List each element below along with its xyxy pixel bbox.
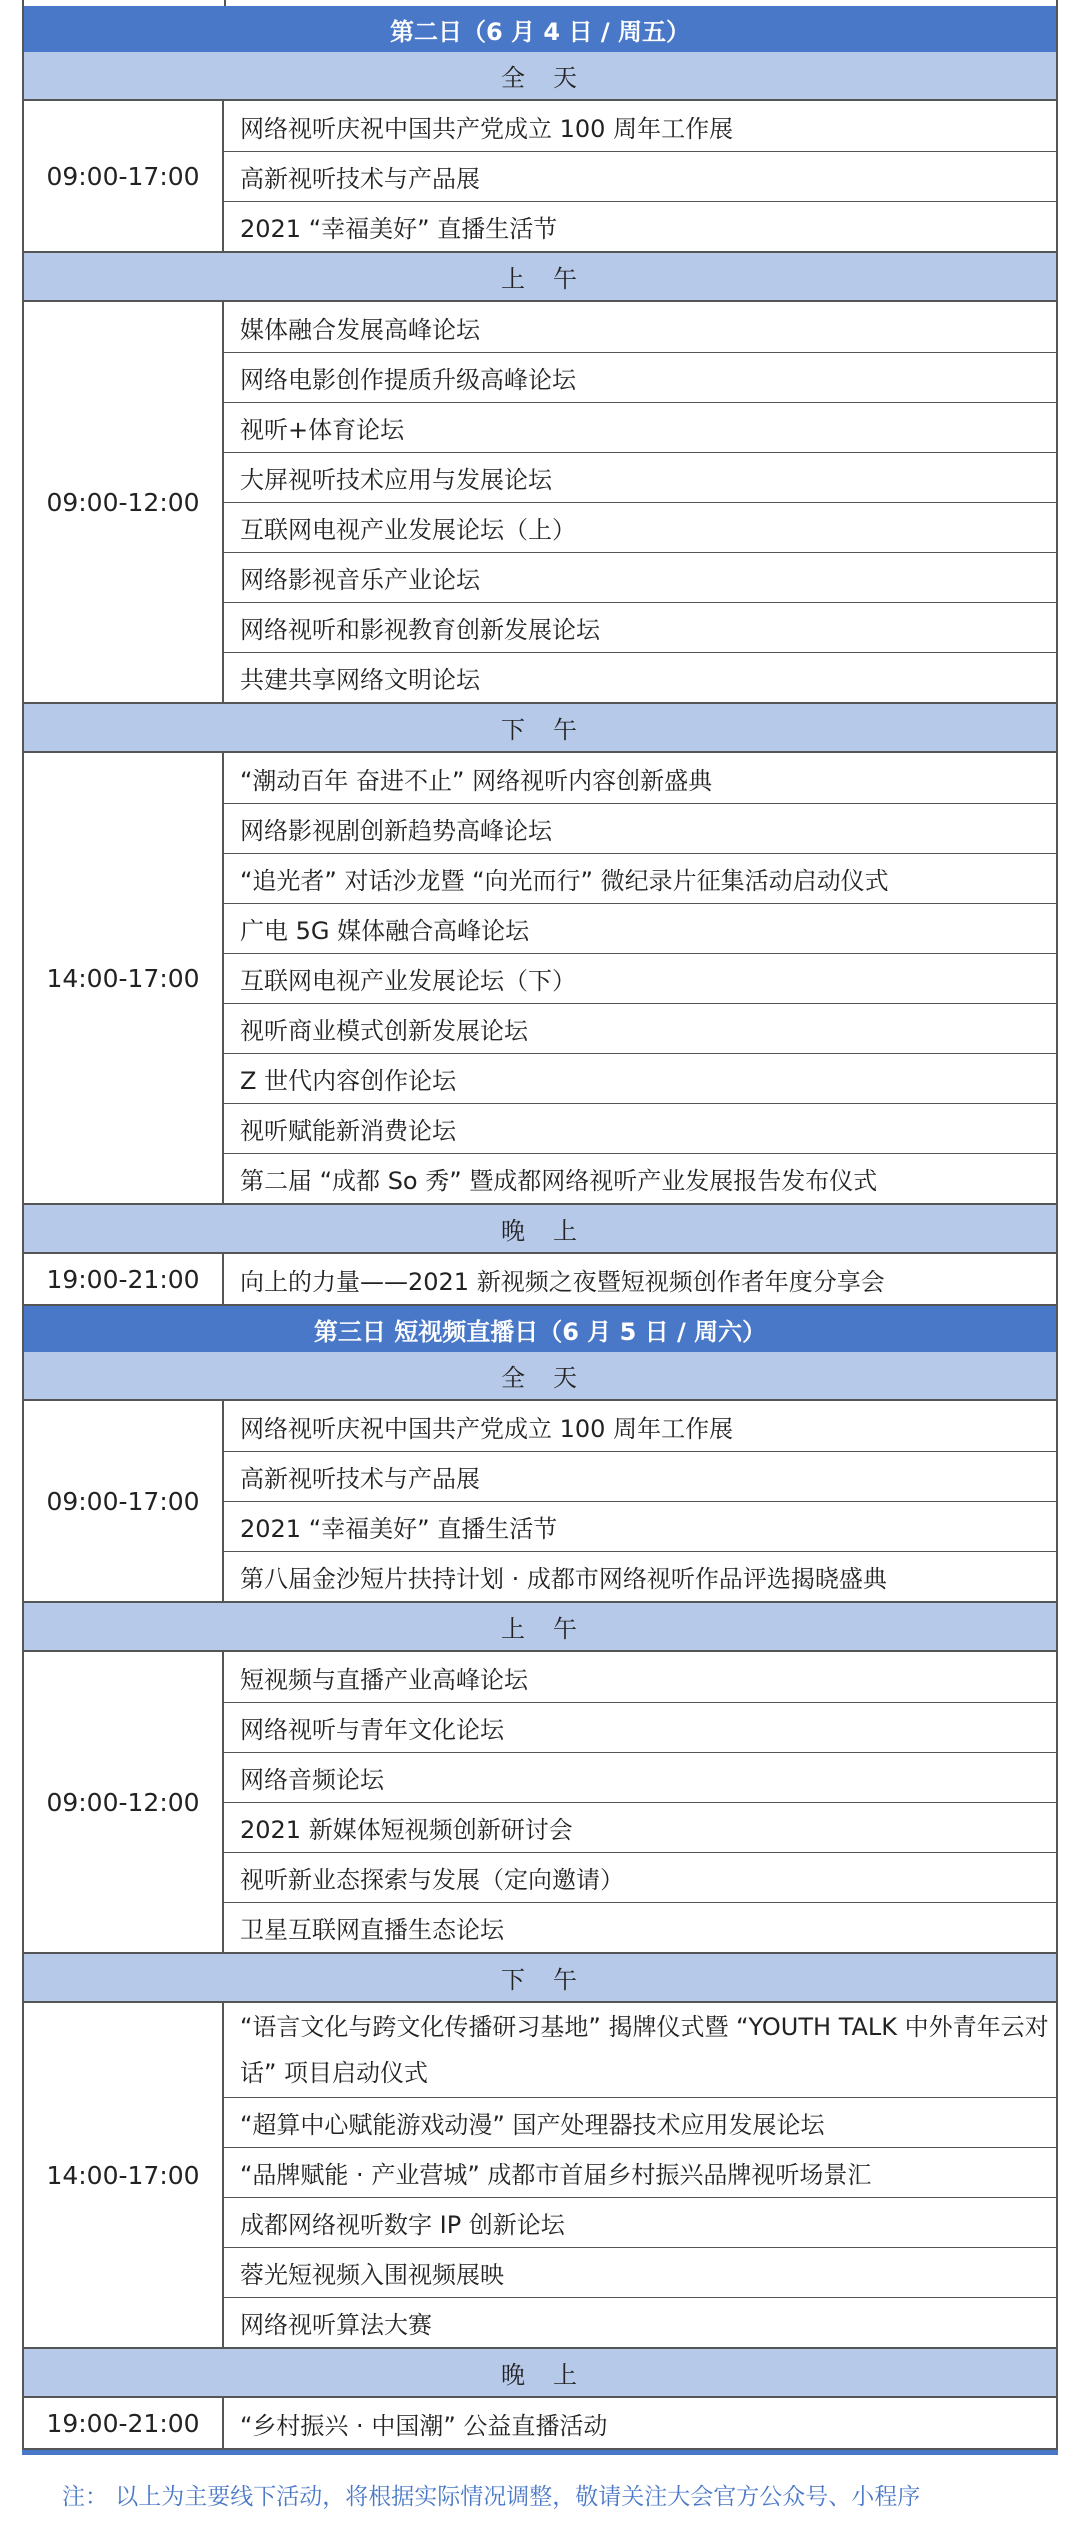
event-item: 网络视听庆祝中国共产党成立 100 周年工作展 bbox=[240, 114, 734, 143]
period-label: 下 午 bbox=[22, 704, 1058, 753]
time-range: 09:00-17:00 bbox=[24, 101, 224, 251]
time-range: 09:00-17:00 bbox=[24, 1401, 224, 1601]
event-item: 高新视听技术与产品展 bbox=[224, 151, 1056, 201]
event-item: 卫星互联网直播生态论坛 bbox=[224, 1902, 1056, 1952]
event-item: 2021 新媒体短视频创新研讨会 bbox=[224, 1802, 1056, 1852]
event-item: 大屏视听技术应用与发展论坛 bbox=[224, 452, 1056, 502]
event-item: 第二届 “成都 So 秀” 暨成都网络视听产业发展报告发布仪式 bbox=[224, 1153, 1056, 1203]
event-item: “追光者” 对话沙龙暨 “向光而行” 微纪录片征集活动启动仪式 bbox=[224, 853, 1056, 903]
period-label: 全 天 bbox=[22, 52, 1058, 101]
period-label: 上 午 bbox=[22, 253, 1058, 302]
event-list bbox=[224, 101, 1056, 251]
day2-afternoon-section bbox=[22, 704, 1058, 1205]
schedule-table bbox=[22, 0, 1058, 2455]
event-item: 网络影视剧创新趋势高峰论坛 bbox=[224, 803, 1056, 853]
event-item: 视听赋能新消费论坛 bbox=[224, 1103, 1056, 1153]
session-group bbox=[22, 2003, 1058, 2349]
event-list bbox=[224, 2003, 1056, 2347]
event-item: “超算中心赋能游戏动漫” 国产处理器技术应用发展论坛 bbox=[224, 2097, 1056, 2147]
event-list bbox=[224, 753, 1056, 1203]
event-item: 视听新业态探索与发展（定向邀请） bbox=[224, 1852, 1056, 1902]
time-range: 19:00-21:00 bbox=[24, 1254, 224, 1304]
event-item: “语言文化与跨文化传播研习基地” 揭牌仪式暨 “YOUTH TALK 中外青年云对话” 项目启动仪式 bbox=[240, 2013, 1049, 2087]
event-item: “品牌赋能 · 产业营城” 成都市首届乡村振兴品牌视听场景汇 bbox=[224, 2147, 1056, 2197]
session-group bbox=[22, 302, 1058, 704]
table-top-edge bbox=[22, 0, 1058, 6]
day2-morning-section bbox=[22, 253, 1058, 704]
day2-allday-section bbox=[22, 52, 1058, 253]
event-item: 网络视听和影视教育创新发展论坛 bbox=[224, 602, 1056, 652]
event-item: Z 世代内容创作论坛 bbox=[224, 1053, 1056, 1103]
event-list bbox=[224, 2398, 1056, 2448]
event-item: 网络音频论坛 bbox=[224, 1752, 1056, 1802]
event-item: 成都网络视听数字 IP 创新论坛 bbox=[224, 2197, 1056, 2247]
event-list bbox=[224, 1401, 1056, 1601]
event-item: 视听商业模式创新发展论坛 bbox=[224, 1003, 1056, 1053]
footnote: 注： 以上为主要线下活动，将根据实际情况调整，敬请关注大会官方公众号、小程序 bbox=[62, 2484, 921, 2510]
period-label: 晚 上 bbox=[22, 2349, 1058, 2398]
period-label: 下 午 bbox=[22, 1954, 1058, 2003]
session-group bbox=[22, 101, 1058, 253]
event-item: 网络视听算法大赛 bbox=[224, 2297, 1056, 2347]
event-item: 互联网电视产业发展论坛（上） bbox=[224, 502, 1056, 552]
day3-afternoon-section bbox=[22, 1954, 1058, 2349]
time-range: 14:00-17:00 bbox=[24, 753, 224, 1203]
table-bottom-bar bbox=[22, 2450, 1058, 2455]
day3-morning-section bbox=[22, 1603, 1058, 1954]
day3-evening-section bbox=[22, 2349, 1058, 2450]
event-item: 高新视听技术与产品展 bbox=[224, 1451, 1056, 1501]
event-item: 媒体融合发展高峰论坛 bbox=[240, 315, 480, 344]
event-item: 蓉光短视频入围视频展映 bbox=[224, 2247, 1056, 2297]
time-range: 09:00-12:00 bbox=[24, 1652, 224, 1952]
period-label: 上 午 bbox=[22, 1603, 1058, 1652]
day3-allday-section bbox=[22, 1352, 1058, 1603]
event-item: “潮动百年 奋进不止” 网络视听内容创新盛典 bbox=[240, 766, 713, 795]
event-list bbox=[224, 1254, 1056, 1304]
session-group bbox=[22, 2398, 1058, 2450]
session-group bbox=[22, 1254, 1058, 1306]
time-range: 14:00-17:00 bbox=[24, 2003, 224, 2347]
day2-evening-section bbox=[22, 1205, 1058, 1306]
event-list bbox=[224, 302, 1056, 702]
event-item: 广电 5G 媒体融合高峰论坛 bbox=[224, 903, 1056, 953]
event-item: 互联网电视产业发展论坛（下） bbox=[224, 953, 1056, 1003]
event-item: 视听+体育论坛 bbox=[224, 402, 1056, 452]
session-group bbox=[22, 1652, 1058, 1954]
event-item: 2021 “幸福美好” 直播生活节 bbox=[224, 201, 1056, 251]
day2-header: 第二日（6 月 4 日 / 周五） bbox=[22, 6, 1058, 52]
event-item: 网络影视音乐产业论坛 bbox=[224, 552, 1056, 602]
period-label: 晚 上 bbox=[22, 1205, 1058, 1254]
session-group bbox=[22, 1401, 1058, 1603]
period-label: 全 天 bbox=[22, 1352, 1058, 1401]
event-item: 短视频与直播产业高峰论坛 bbox=[240, 1665, 528, 1694]
event-list bbox=[224, 1652, 1056, 1952]
event-item: “乡村振兴 · 中国潮” 公益直播活动 bbox=[240, 2411, 608, 2440]
event-item: 网络电影创作提质升级高峰论坛 bbox=[224, 352, 1056, 402]
event-item: 网络视听庆祝中国共产党成立 100 周年工作展 bbox=[240, 1414, 734, 1443]
event-item: 共建共享网络文明论坛 bbox=[224, 652, 1056, 702]
day3-header: 第三日 短视频直播日（6 月 5 日 / 周六） bbox=[22, 1306, 1058, 1352]
event-item: 向上的力量——2021 新视频之夜暨短视频创作者年度分享会 bbox=[240, 1267, 885, 1296]
session-group bbox=[22, 753, 1058, 1205]
event-item: 2021 “幸福美好” 直播生活节 bbox=[224, 1501, 1056, 1551]
time-range: 19:00-21:00 bbox=[24, 2398, 224, 2448]
time-range: 09:00-12:00 bbox=[24, 302, 224, 702]
event-item: 网络视听与青年文化论坛 bbox=[224, 1702, 1056, 1752]
event-item: 第八届金沙短片扶持计划 · 成都市网络视听作品评选揭晓盛典 bbox=[224, 1551, 1056, 1601]
